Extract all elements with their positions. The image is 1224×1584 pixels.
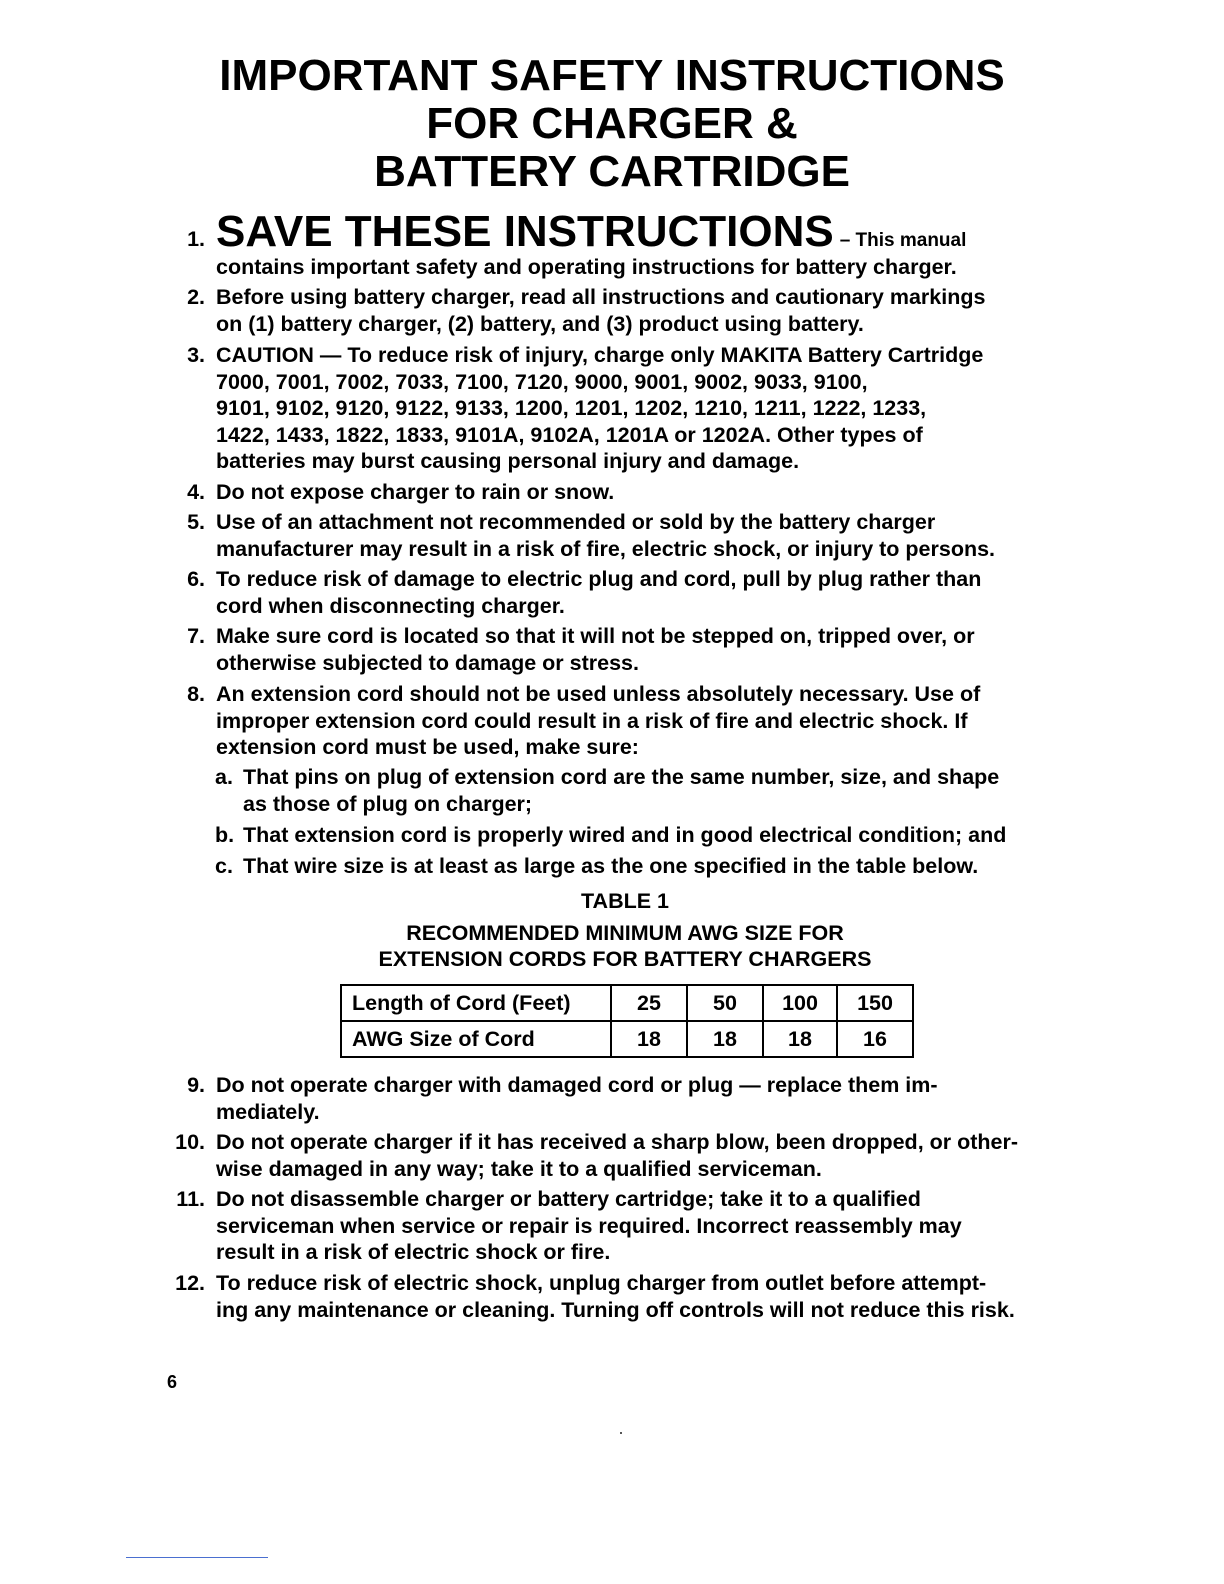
sub-item-line: as those of plug on charger;: [243, 791, 533, 816]
item-text: [216, 623, 1036, 676]
sub-item-text: [243, 853, 1035, 880]
item-text: [216, 1129, 1036, 1182]
item-number: 2.: [187, 285, 205, 309]
table-cell: 50: [687, 985, 763, 1021]
sub-item-line: That extension cord is properly wired and in good electrical condition; and: [243, 823, 1007, 847]
item-line: contains important safety and operating instructions for battery charger.: [216, 255, 957, 279]
item-number: 9.: [187, 1073, 205, 1097]
table-cell: 25: [611, 985, 687, 1021]
item-line: serviceman when service or repair is required. Incorrect reassembly may: [216, 1213, 962, 1238]
item-line: Use of an attachment not recommended or sold by the battery charger: [216, 510, 936, 534]
table-row: [341, 985, 913, 1021]
title-line-1: IMPORTANT SAFETY INSTRUCTIONS: [219, 51, 1005, 100]
table-caption-label: TABLE 1: [581, 889, 669, 913]
table-row: [341, 1021, 913, 1057]
table-caption-line-1: RECOMMENDED MINIMUM AWG SIZE FOR: [406, 921, 844, 945]
item-line: otherwise subjected to damage or stress.: [216, 650, 639, 675]
item-line: 1422, 1433, 1822, 1833, 9101A, 9102A, 1201A or 1202A. Other types of: [216, 422, 923, 447]
item-line: Make sure cord is located so that it will not be stepped on, tripped over, or: [216, 624, 975, 648]
item-number: 1.: [187, 227, 205, 251]
scan-speck: [620, 1432, 622, 1434]
item-text: [216, 681, 1036, 761]
item-text: [216, 1072, 1036, 1125]
page-number: 6: [167, 1372, 178, 1392]
table-cell: 150: [837, 985, 913, 1021]
bottom-rule: [126, 1557, 268, 1558]
item-number: 8.: [187, 682, 205, 706]
item-line: Do not disassemble charger or battery cartridge; take it to a qualified: [216, 1187, 921, 1211]
table-cell: 18: [763, 1021, 837, 1057]
item-number: 6.: [187, 567, 205, 591]
heading-tail: – This manual: [839, 230, 967, 251]
item-text: [216, 284, 1036, 337]
item-line: Do not expose charger to rain or snow.: [216, 480, 615, 504]
sub-item-text: [243, 764, 1035, 817]
sub-item-letter: c.: [215, 854, 233, 878]
page-title: [0, 52, 1224, 196]
item-line: extension cord must be used, make sure:: [216, 735, 639, 759]
item-number: 12.: [175, 1271, 205, 1295]
row-header-length: Length of Cord (Feet): [341, 985, 611, 1021]
item-line: CAUTION — To reduce risk of injury, charge only MAKITA Battery Cartridge: [216, 343, 984, 367]
item-line: manufacturer may result in a risk of fire, electric shock, or injury to persons.: [216, 536, 996, 561]
item-number: 11.: [176, 1187, 205, 1211]
item-text: [216, 479, 1036, 506]
item-line: Do not operate charger with damaged cord or plug — replace them im-: [216, 1073, 938, 1097]
item-1-heading-line: [216, 207, 1036, 256]
item-line: An extension cord should not be used unless absolutely necessary. Use of: [216, 682, 981, 706]
sub-item-letter: a.: [215, 765, 233, 789]
item-line: 9101, 9102, 9120, 9122, 9133, 1200, 1201, 1202, 1210, 1211, 1222, 1233,: [216, 396, 927, 420]
item-line: To reduce risk of electric shock, unplug charger from outlet before attempt-: [216, 1271, 987, 1295]
title-line-3: BATTERY CARTRIDGE: [374, 147, 850, 196]
sub-item-line: That wire size is at least as large as the one specified in the table below.: [243, 854, 979, 878]
table-cell: 18: [611, 1021, 687, 1057]
item-text: [216, 566, 1036, 619]
item-number: 10.: [175, 1130, 205, 1154]
item-text: [216, 342, 1036, 475]
item-line: wise damaged in any way; take it to a qualified serviceman.: [216, 1156, 822, 1181]
table-caption-line-2: EXTENSION CORDS FOR BATTERY CHARGERS: [378, 947, 872, 971]
item-number: 7.: [187, 624, 205, 648]
row-header-awg: AWG Size of Cord: [341, 1021, 611, 1057]
item-line: improper extension cord could result in a risk of fire and electric shock. If: [216, 708, 968, 733]
item-line: batteries may burst causing personal injury and damage.: [216, 449, 800, 473]
table-cell: 100: [763, 985, 837, 1021]
item-text: [216, 1270, 1036, 1323]
sub-item-text: [243, 822, 1035, 849]
item-line: 7000, 7001, 7002, 7033, 7100, 7120, 9000, 9001, 9002, 9033, 9100,: [216, 369, 868, 394]
item-line: result in a risk of electric shock or fire.: [216, 1240, 611, 1264]
item-number: 3.: [187, 343, 205, 367]
sub-item-line: That pins on plug of extension cord are the same number, size, and shape: [243, 765, 1000, 789]
save-instructions-heading: SAVE THESE INSTRUCTIONS: [216, 207, 834, 256]
item-line: mediately.: [216, 1099, 320, 1124]
item-number: 4.: [187, 480, 205, 504]
item-line: ing any maintenance or cleaning. Turning off controls will not reduce this risk.: [216, 1297, 1015, 1322]
item-text: [216, 1186, 1036, 1266]
item-text: [216, 207, 1036, 281]
item-line: cord when disconnecting charger.: [216, 593, 565, 618]
item-line: To reduce risk of damage to electric plug and cord, pull by plug rather than: [216, 567, 982, 591]
table-cell: 18: [687, 1021, 763, 1057]
title-line-2: FOR CHARGER &: [426, 99, 798, 148]
item-text: [216, 509, 1036, 562]
item-line: Before using battery charger, read all instructions and cautionary markings: [216, 285, 986, 309]
awg-table: [340, 984, 914, 1058]
item-number: 5.: [187, 510, 205, 534]
table-cell: 16: [837, 1021, 913, 1057]
item-line: Do not operate charger if it has received a sharp blow, been dropped, or other-: [216, 1130, 1019, 1154]
item-line: on (1) battery charger, (2) battery, and (3) product using battery.: [216, 311, 864, 336]
sub-item-letter: b.: [215, 823, 235, 847]
